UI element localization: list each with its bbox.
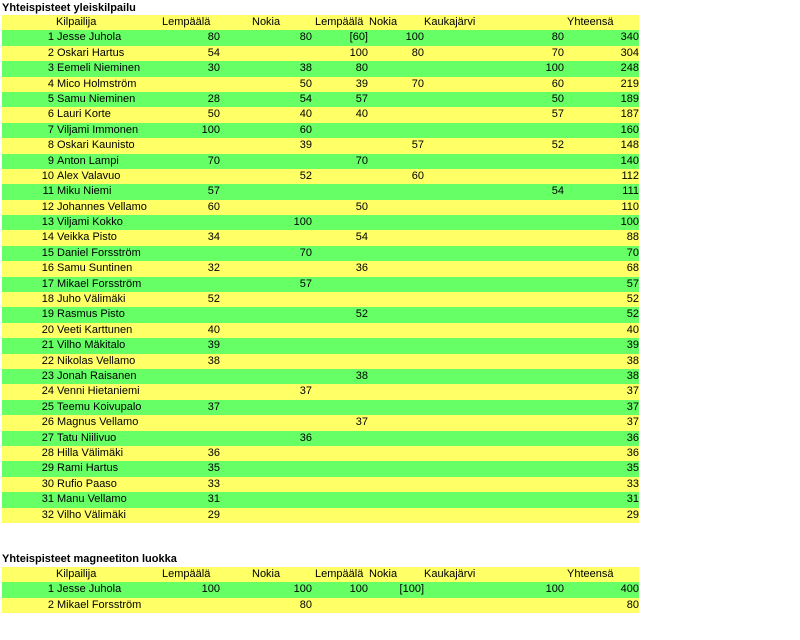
rank-cell: 6 [47,108,54,121]
rank-cell: 10 [41,169,54,182]
table-row [2,354,639,369]
column-header: Yhteensä [567,16,614,28]
table-row [2,492,639,507]
lempaala-1-points: 35 [207,462,220,475]
lempaala-1-points: 70 [207,154,220,167]
total-points: 68 [626,262,639,275]
extra-points: 100 [545,583,564,596]
lempaala-2-points: 40 [355,108,368,121]
competitor-name: Viljami Immonen [57,123,139,136]
competitor-name: Viljami Kokko [57,216,123,229]
column-header: Lempäälä [162,16,211,28]
total-points: 189 [620,92,639,105]
total-points: 57 [626,277,639,290]
nokia-1-points: 39 [299,139,312,152]
total-points: 37 [626,385,639,398]
column-header: Lempäälä [162,568,211,580]
rank-cell: 12 [41,200,54,213]
competitor-name: Mico Holmström [57,77,137,90]
table-header-row [2,15,639,30]
competitor-name: Jesse Juhola [57,31,122,44]
rank-cell: 2 [47,46,54,59]
competitor-name: Veeti Karttunen [57,323,133,336]
total-points: 248 [620,62,639,75]
lempaala-2-points: 54 [355,231,368,244]
table-row [2,246,639,261]
extra-points: 57 [551,108,564,121]
rank-cell: 7 [47,123,54,136]
table-row [2,107,639,122]
competitor-name: Samu Nieminen [57,92,136,105]
lempaala-1-points: 60 [207,200,220,213]
rank-cell: 15 [41,246,54,259]
magnetless-standings-table [2,567,639,613]
nokia-2-points: [100] [399,583,424,596]
section1-title: Yhteispisteet yleiskilpailu [2,2,136,14]
table-row [2,92,639,107]
extra-points: 70 [551,46,564,59]
table-row [2,582,639,597]
rank-cell: 28 [41,446,54,459]
lempaala-1-points: 28 [207,92,220,105]
table-row [2,123,639,138]
lempaala-1-points: 57 [207,185,220,198]
total-points: 100 [620,216,639,229]
rank-cell: 19 [41,308,54,321]
lempaala-1-points: 100 [201,123,220,136]
competitor-name: Hilla Välimäki [57,446,124,459]
lempaala-2-points: 80 [355,62,368,75]
column-header: Lempäälä [315,16,364,28]
extra-points: 100 [545,62,564,75]
extra-points: 52 [551,139,564,152]
rank-cell: 31 [41,493,54,506]
nokia-1-points: 38 [299,62,312,75]
nokia-1-points: 60 [299,123,312,136]
competitor-name: Mikael Forsström [57,598,142,611]
total-points: 304 [620,46,639,59]
nokia-1-points: 52 [299,169,312,182]
lempaala-1-points: 36 [207,446,220,459]
rank-cell: 25 [41,400,54,413]
competitor-name: Venni Hietaniemi [57,385,140,398]
competitor-name: Rasmus Pisto [57,308,125,321]
competitor-name: Daniel Forsström [57,246,141,259]
competitor-name: Manu Vellamo [57,493,127,506]
total-points: 35 [626,462,639,475]
rank-cell: 32 [41,508,54,521]
table-row [2,461,639,476]
nokia-1-points: 100 [293,583,312,596]
competitor-name: Eemeli Nieminen [57,62,141,75]
extra-points: 54 [551,185,564,198]
table-row [2,415,639,430]
lempaala-1-points: 100 [201,583,220,596]
competitor-name: Vilho Mäkitalo [57,339,126,352]
lempaala-1-points: 38 [207,354,220,367]
rank-cell: 9 [47,154,54,167]
rank-cell: 24 [41,385,54,398]
rank-cell: 4 [47,77,54,90]
competitor-name: Alex Valavuo [57,169,121,182]
table-row [2,477,639,492]
column-header: Kilpailija [56,568,97,580]
rank-cell: 16 [41,262,54,275]
table-row [2,230,639,245]
total-points: 112 [621,169,639,182]
table-row [2,30,639,45]
nokia-2-points: 60 [411,169,424,182]
total-points: 88 [626,231,639,244]
rank-cell: 2 [47,598,54,611]
table-row [2,292,639,307]
table-row [2,77,639,92]
lempaala-2-points: [60] [349,31,368,44]
table-row [2,598,639,613]
nokia-2-points: 80 [411,46,424,59]
total-points: 40 [626,323,639,336]
nokia-1-points: 40 [299,108,312,121]
total-points: 80 [626,598,639,611]
rank-cell: 27 [41,431,54,444]
table-row [2,323,639,338]
overall-standings-table [2,15,639,523]
rank-cell: 23 [41,369,54,382]
lempaala-1-points: 52 [207,293,220,306]
total-points: 400 [620,583,639,596]
competitor-name: Jesse Juhola [57,583,122,596]
nokia-1-points: 50 [299,77,312,90]
competitor-name: Rufio Paaso [57,477,117,490]
total-points: 140 [620,154,639,167]
table-row [2,369,639,384]
column-header: Lempäälä [315,568,364,580]
lempaala-2-points: 50 [355,200,368,213]
nokia-1-points: 80 [299,598,312,611]
lempaala-2-points: 100 [349,46,368,59]
competitor-name: Mikael Forsström [57,277,142,290]
competitor-name: Samu Suntinen [57,262,133,275]
table-row [2,61,639,76]
column-header: Yhteensä [567,568,614,580]
competitor-name: Miku Niemi [57,185,112,198]
total-points: 36 [626,431,639,444]
rank-cell: 30 [41,477,54,490]
lempaala-1-points: 31 [207,493,220,506]
total-points: 52 [626,308,639,321]
lempaala-1-points: 29 [207,508,220,521]
lempaala-2-points: 39 [355,77,368,90]
rank-cell: 5 [47,92,54,105]
rank-cell: 17 [41,277,54,290]
total-points: 340 [620,31,639,44]
rank-cell: 3 [47,62,54,75]
nokia-1-points: 57 [299,277,312,290]
total-points: 70 [626,246,639,259]
total-points: 38 [626,369,639,382]
section2-title: Yhteispisteet magneetiton luokka [2,553,177,565]
table-row [2,400,639,415]
table-row [2,46,639,61]
nokia-1-points: 100 [293,216,312,229]
rank-cell: 22 [41,354,54,367]
competitor-name: Vilho Välimäki [57,508,126,521]
total-points: 52 [626,293,639,306]
table-row [2,261,639,276]
total-points: 38 [626,354,639,367]
lempaala-1-points: 30 [207,62,220,75]
rank-cell: 26 [41,416,54,429]
competitor-name: Teemu Koivupalo [57,400,142,413]
column-header: Kilpailija [56,16,97,28]
table-row [2,508,639,523]
total-points: 33 [626,477,639,490]
lempaala-2-points: 70 [355,154,368,167]
rank-cell: 13 [41,216,54,229]
lempaala-1-points: 40 [207,323,220,336]
rank-cell: 14 [41,231,54,244]
competitor-name: Nikolas Vellamo [57,354,136,367]
total-points: 29 [626,508,639,521]
lempaala-1-points: 37 [207,400,220,413]
rank-cell: 1 [47,583,54,596]
extra-points: 80 [551,31,564,44]
lempaala-2-points: 52 [355,308,368,321]
lempaala-1-points: 39 [207,339,220,352]
table-row [2,431,639,446]
competitor-name: Oskari Hartus [57,46,125,59]
lempaala-2-points: 38 [355,369,368,382]
competitor-name: Oskari Kaunisto [57,139,135,152]
total-points: 31 [626,493,639,506]
lempaala-1-points: 54 [207,46,220,59]
column-header: Kaukajärvi [424,16,476,28]
total-points: 187 [620,108,639,121]
total-points: 148 [620,139,639,152]
table-row [2,446,639,461]
column-header: Nokia [369,16,398,28]
table-row [2,138,639,153]
lempaala-2-points: 36 [355,262,368,275]
table-row [2,154,639,169]
nokia-1-points: 36 [299,431,312,444]
competitor-name: Veikka Pisto [57,231,117,244]
nokia-1-points: 54 [299,92,312,105]
nokia-1-points: 80 [299,31,312,44]
column-header: Nokia [252,568,281,580]
competitor-name: Magnus Vellamo [57,416,139,429]
nokia-1-points: 37 [299,385,312,398]
column-header: Kaukajärvi [424,568,476,580]
rank-cell: 8 [47,139,54,152]
extra-points: 50 [551,92,564,105]
competitor-name: Tatu Niilivuo [57,431,117,444]
competitor-name: Jonah Raisanen [57,369,137,382]
competitor-name: Anton Lampi [57,154,119,167]
rank-cell: 21 [41,339,54,352]
table-row [2,169,639,184]
lempaala-1-points: 32 [207,262,220,275]
total-points: 37 [626,400,639,413]
competitor-name: Johannes Vellamo [57,200,147,213]
extra-points: 60 [551,77,564,90]
competitor-name: Rami Hartus [57,462,119,475]
nokia-2-points: 57 [411,139,424,152]
table-row [2,200,639,215]
nokia-1-points: 70 [299,246,312,259]
rank-cell: 20 [41,323,54,336]
competitor-name: Lauri Korte [57,108,111,121]
column-header: Nokia [369,568,398,580]
lempaala-2-points: 37 [355,416,368,429]
lempaala-2-points: 57 [355,92,368,105]
nokia-2-points: 70 [411,77,424,90]
total-points: 160 [620,123,639,136]
total-points: 39 [626,339,639,352]
total-points: 36 [626,446,639,459]
total-points: 110 [621,200,639,213]
lempaala-1-points: 34 [207,231,220,244]
lempaala-2-points: 100 [349,583,368,596]
total-points: 37 [626,416,639,429]
column-header: Nokia [252,16,281,28]
nokia-2-points: 100 [405,31,424,44]
lempaala-1-points: 50 [207,108,220,121]
table-row [2,338,639,353]
total-points: 219 [620,77,639,90]
table-header-row [2,567,639,582]
rank-cell: 1 [47,31,54,44]
table-row [2,307,639,322]
table-row [2,184,639,199]
rank-cell: 18 [41,293,54,306]
rank-cell: 11 [42,185,54,198]
total-points: 111 [622,185,639,198]
table-row [2,384,639,399]
table-row [2,277,639,292]
lempaala-1-points: 80 [207,31,220,44]
lempaala-1-points: 33 [207,477,220,490]
table-row [2,215,639,230]
competitor-name: Juho Välimäki [57,293,126,306]
rank-cell: 29 [41,462,54,475]
